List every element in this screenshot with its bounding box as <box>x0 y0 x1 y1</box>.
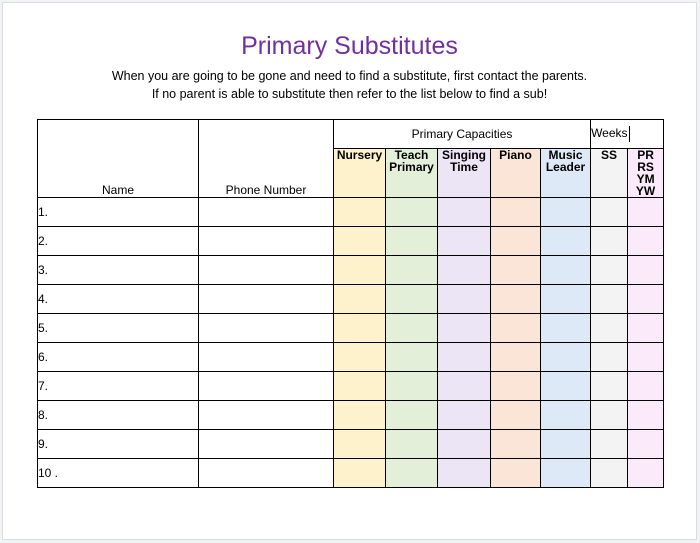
phone-cell[interactable] <box>199 285 334 314</box>
cell-week-codes[interactable] <box>628 343 664 372</box>
table-row <box>38 372 664 401</box>
cell-piano[interactable] <box>491 285 541 314</box>
column-ss <box>591 149 628 198</box>
column-teach-label-2: Primary <box>389 160 434 174</box>
cell-music-leader[interactable] <box>541 430 591 459</box>
cell-singing-time[interactable] <box>438 314 491 343</box>
table-row <box>38 198 664 227</box>
cell-teach-primary[interactable] <box>386 343 438 372</box>
column-teach-primary <box>386 149 438 198</box>
name-cell[interactable]: 9. <box>38 430 199 459</box>
cell-piano[interactable] <box>491 459 541 488</box>
cell-teach-primary[interactable] <box>386 430 438 459</box>
cell-nursery[interactable] <box>334 401 386 430</box>
primary-capacities-header: Primary Capacities <box>334 120 591 149</box>
cell-week-codes[interactable] <box>628 401 664 430</box>
phone-number-header: Phone Number <box>199 120 334 198</box>
column-ss-label: SS <box>601 148 618 162</box>
phone-cell[interactable] <box>199 343 334 372</box>
week-code-yw: YW <box>635 184 656 198</box>
name-cell[interactable]: 10 . <box>38 459 199 488</box>
column-singing-label-1: Singing <box>442 148 486 162</box>
week-code-rs: RS <box>637 160 654 174</box>
column-music-leader <box>541 149 591 198</box>
cell-music-leader[interactable] <box>541 314 591 343</box>
cell-piano[interactable] <box>491 343 541 372</box>
cell-singing-time[interactable] <box>438 227 491 256</box>
table-row <box>38 256 664 285</box>
name-cell[interactable]: 5. <box>38 314 199 343</box>
phone-cell[interactable] <box>199 227 334 256</box>
cell-nursery[interactable] <box>334 459 386 488</box>
phone-cell[interactable] <box>199 314 334 343</box>
cell-music-leader[interactable] <box>541 372 591 401</box>
cell-nursery[interactable] <box>334 256 386 285</box>
cell-ss[interactable] <box>591 430 628 459</box>
cell-piano[interactable] <box>491 372 541 401</box>
name-cell[interactable]: 8. <box>38 401 199 430</box>
week-code-pr: PR <box>637 148 654 162</box>
cell-ss[interactable] <box>591 198 628 227</box>
name-cell[interactable]: 7. <box>38 372 199 401</box>
cell-nursery[interactable] <box>334 314 386 343</box>
table-row <box>38 401 664 430</box>
cell-week-codes[interactable] <box>628 372 664 401</box>
cell-week-codes[interactable] <box>628 430 664 459</box>
weeks-header-text: Weeks <box>591 126 628 141</box>
cell-singing-time[interactable] <box>438 459 491 488</box>
instruction-line-2: If no parent is able to substitute then refer to the list below to find a sub! <box>151 87 548 101</box>
cell-teach-primary[interactable] <box>386 198 438 227</box>
cell-ss[interactable] <box>591 343 628 372</box>
column-piano <box>491 149 541 198</box>
cell-nursery[interactable] <box>334 198 386 227</box>
cell-piano[interactable] <box>491 430 541 459</box>
week-code-ym: YM <box>636 172 655 186</box>
table-row <box>38 459 664 488</box>
cell-singing-time[interactable] <box>438 372 491 401</box>
name-cell[interactable]: 6. <box>38 343 199 372</box>
cell-nursery[interactable] <box>334 285 386 314</box>
column-teach-label-1: Teach <box>394 148 429 162</box>
name-cell[interactable]: 3. <box>38 256 199 285</box>
cell-week-codes[interactable] <box>628 459 664 488</box>
cell-music-leader[interactable] <box>541 343 591 372</box>
cell-piano[interactable] <box>491 401 541 430</box>
cell-singing-time[interactable] <box>438 343 491 372</box>
cell-music-leader[interactable] <box>541 285 591 314</box>
column-music-label-2: Leader <box>545 160 586 174</box>
cell-ss[interactable] <box>591 401 628 430</box>
instruction-line-1: When you are going to be gone and need to find a substitute, first contact the parents. <box>111 69 588 83</box>
column-music-label-1: Music <box>548 148 583 162</box>
text-cursor <box>629 126 630 142</box>
cell-music-leader[interactable] <box>541 198 591 227</box>
cell-music-leader[interactable] <box>541 256 591 285</box>
cell-ss[interactable] <box>591 372 628 401</box>
cell-music-leader[interactable] <box>541 401 591 430</box>
cell-nursery[interactable] <box>334 372 386 401</box>
cell-piano[interactable] <box>491 256 541 285</box>
header-row-top <box>38 120 664 149</box>
name-cell[interactable]: 4. <box>38 285 199 314</box>
table-row <box>38 343 664 372</box>
cell-teach-primary[interactable] <box>386 372 438 401</box>
weeks-header[interactable] <box>591 120 664 149</box>
cell-nursery[interactable] <box>334 430 386 459</box>
phone-cell[interactable] <box>199 372 334 401</box>
phone-cell[interactable] <box>199 401 334 430</box>
cell-ss[interactable] <box>591 227 628 256</box>
cell-teach-primary[interactable] <box>386 285 438 314</box>
phone-cell[interactable] <box>199 256 334 285</box>
phone-cell[interactable] <box>199 459 334 488</box>
cell-singing-time[interactable] <box>438 401 491 430</box>
cell-teach-primary[interactable] <box>386 459 438 488</box>
cell-singing-time[interactable] <box>438 256 491 285</box>
column-singing-time <box>438 149 491 198</box>
phone-cell[interactable] <box>199 430 334 459</box>
cell-music-leader[interactable] <box>541 459 591 488</box>
name-header: Name <box>38 120 199 198</box>
table-row <box>38 227 664 256</box>
cell-week-codes[interactable] <box>628 285 664 314</box>
cell-week-codes[interactable] <box>628 227 664 256</box>
cell-singing-time[interactable] <box>438 198 491 227</box>
cell-nursery[interactable] <box>334 227 386 256</box>
cell-teach-primary[interactable] <box>386 256 438 285</box>
cell-teach-primary[interactable] <box>386 314 438 343</box>
column-piano-label: Piano <box>499 148 532 162</box>
cell-piano[interactable] <box>491 227 541 256</box>
substitutes-table <box>37 119 664 488</box>
page-title: Primary Substitutes <box>241 32 458 60</box>
document-page <box>2 2 697 540</box>
cell-nursery[interactable] <box>334 343 386 372</box>
cell-week-codes[interactable] <box>628 198 664 227</box>
cell-piano[interactable] <box>491 198 541 227</box>
cell-singing-time[interactable] <box>438 430 491 459</box>
cell-ss[interactable] <box>591 459 628 488</box>
cell-ss[interactable] <box>591 256 628 285</box>
table-row <box>38 285 664 314</box>
cell-music-leader[interactable] <box>541 227 591 256</box>
name-cell[interactable]: 1. <box>38 198 199 227</box>
cell-teach-primary[interactable] <box>386 401 438 430</box>
cell-ss[interactable] <box>591 314 628 343</box>
table-row <box>38 430 664 459</box>
column-singing-label-2: Time <box>450 160 478 174</box>
cell-week-codes[interactable] <box>628 256 664 285</box>
cell-piano[interactable] <box>491 314 541 343</box>
table-row <box>38 314 664 343</box>
name-cell[interactable]: 2. <box>38 227 199 256</box>
cell-singing-time[interactable] <box>438 285 491 314</box>
column-week-codes <box>628 149 664 198</box>
cell-teach-primary[interactable] <box>386 227 438 256</box>
cell-week-codes[interactable] <box>628 314 664 343</box>
phone-cell[interactable] <box>199 198 334 227</box>
column-nursery <box>334 149 386 198</box>
cell-ss[interactable] <box>591 285 628 314</box>
column-nursery-label: Nursery <box>336 148 383 162</box>
